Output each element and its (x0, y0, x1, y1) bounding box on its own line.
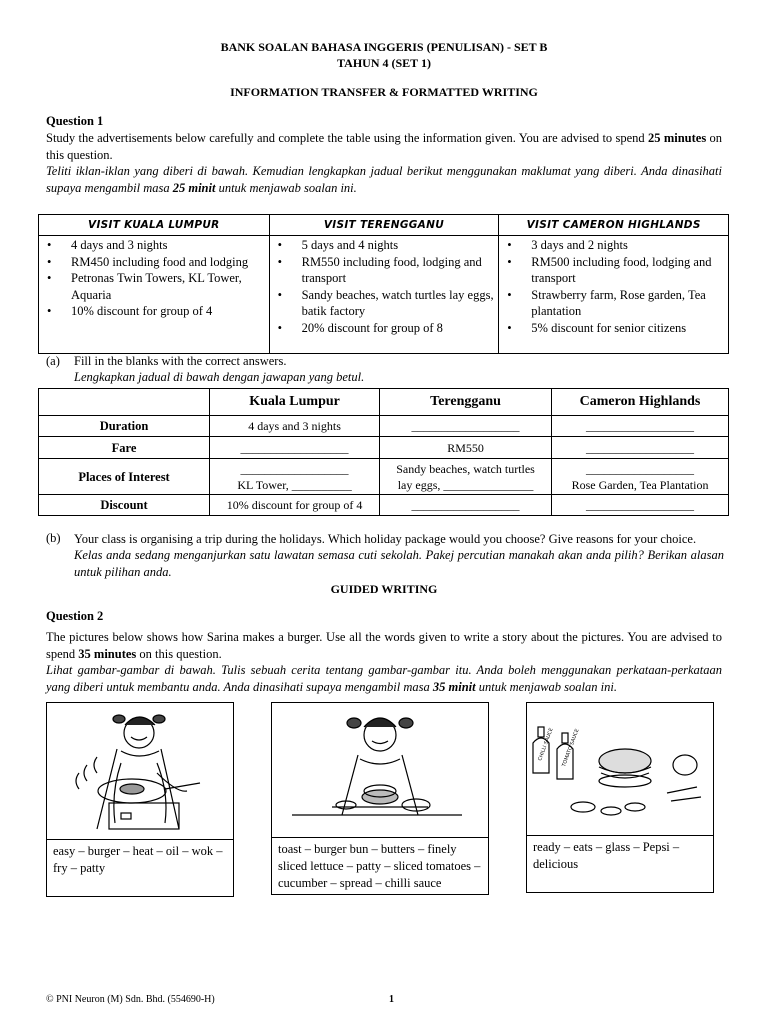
ad-cameron (499, 236, 729, 354)
part-a-label: (a) (46, 354, 60, 368)
girl-assembling-illustration (272, 703, 488, 837)
row-label-fare: Fare (39, 437, 210, 459)
part-a-instruction-ms: Lengkapkan jadual di bawah dengan jawapan yang betul. (74, 370, 365, 384)
page-number: 1 (389, 994, 394, 1005)
ad-header-kl: VISIT KUALA LUMPUR (39, 215, 270, 236)
row-label-places: Places of Interest (39, 459, 210, 495)
part-b-label: (b) (46, 531, 61, 545)
ad-kl-item: • 4 days and 3 nights (47, 237, 269, 254)
places-cameron-blank: __________________ (586, 461, 695, 476)
ad-terengganu-item: • 20% discount for group of 8 (278, 320, 499, 337)
part-b-instruction-en: Your class is organising a trip during the holidays. Which holiday package would you choose? Give reasons for your choice. (74, 532, 697, 546)
discount-kl: 10% discount for group of 4 (210, 495, 380, 516)
question2-instructions-en: The pictures below shows how Sarina makes a burger. Use all the words given to write a story about the pictures. You are advised to spend 35 minutes on this question. (46, 630, 722, 661)
discount-cameron-blank: __________________ (552, 495, 729, 516)
question1-instructions-ms: Teliti iklan-iklan yang diberi di bawah. Kemudian lengkapkan jadual berikut menggunakan maklumat yang diberi. Anda dinasihati supaya mengambil masa 25 minit untuk menjawab soalan ini. (46, 164, 722, 195)
answer-table-corner (39, 389, 210, 416)
ad-header-terengganu: VISIT TERENGGANU (269, 215, 499, 236)
girl-frying-illustration (47, 703, 233, 839)
doc-title: BANK SOALAN BAHASA INGGERIS (PENULISAN) - SET B (220, 40, 548, 54)
word-box-1: easy – burger – heat – oil – wok – fry – patty (46, 839, 234, 897)
word-box-3: ready – eats – glass – Pepsi – delicious (526, 835, 714, 893)
places-terengganu (380, 459, 552, 495)
picture-frying-patty (46, 702, 234, 875)
places-kl-line2: KL Tower, __________ (237, 477, 352, 492)
fare-terengganu: RM550 (380, 437, 552, 459)
part-a-instruction-en: Fill in the blanks with the correct answers. (74, 354, 287, 368)
ad-header-cameron: VISIT CAMERON HIGHLANDS (499, 215, 729, 236)
footer-copyright: © PNI Neuron (M) Sdn. Bhd. (554690-H) (46, 994, 215, 1005)
places-terengganu-line1: Sandy beaches, watch turtles (396, 461, 535, 476)
row-label-discount: Discount (39, 495, 210, 516)
answer-table (38, 388, 729, 516)
question1-instructions-en: Study the advertisements below carefully and complete the table using the information given. You are advised to spend 25 minutes on this question. (46, 131, 723, 162)
places-cameron-line2: Rose Garden, Tea Plantation (571, 477, 709, 492)
ad-cameron-item: • RM500 including food, lodging and transport (507, 254, 728, 287)
places-terengganu-line2: lay eggs, _______________ (397, 477, 534, 492)
row-label-duration: Duration (39, 416, 210, 437)
burger-and-sauces-illustration (527, 703, 713, 835)
column-header-kl: Kuala Lumpur (210, 389, 380, 416)
duration-cameron-blank: __________________ (552, 416, 729, 437)
ad-kl-item: • Petronas Twin Towers, KL Tower, Aquaria (47, 270, 269, 303)
places-kl (210, 459, 380, 495)
fare-cameron-blank: __________________ (552, 437, 729, 459)
doc-subtitle: TAHUN 4 (SET 1) (337, 56, 431, 70)
ad-terengganu (269, 236, 499, 354)
picture-assembling-burger (271, 702, 489, 890)
section-title-info-transfer: INFORMATION TRANSFER & FORMATTED WRITING (230, 85, 538, 99)
ad-kl-item: • RM450 including food and lodging (47, 254, 269, 271)
word-box-2: toast – burger bun – butters – finely sliced lettuce – patty – sliced tomatoes – cucumber – spread – chilli sauce (271, 837, 489, 895)
part-b-instruction-ms: Kelas anda sedang menganjurkan satu lawatan semasa cuti sekolah. Pakej percutian manakah akan anda pilih? Berikan alasan untuk pilihan anda. (74, 548, 724, 579)
chilli-sauce-label: CHILLI SAUCE (537, 727, 555, 762)
places-kl-blank: __________________ (240, 461, 349, 476)
ad-kl-item: • 10% discount for group of 4 (47, 303, 269, 320)
column-header-terengganu: Terengganu (380, 389, 552, 416)
picture-burger-ready (526, 702, 714, 871)
advertisement-table (38, 214, 729, 354)
discount-terengganu-blank: __________________ (380, 495, 552, 516)
places-cameron (552, 459, 729, 495)
ad-terengganu-item: • 5 days and 4 nights (278, 237, 499, 254)
duration-kl: 4 days and 3 nights (210, 416, 380, 437)
question2-label: Question 2 (46, 609, 104, 623)
duration-terengganu-blank: __________________ (380, 416, 552, 437)
question1-label: Question 1 (46, 114, 104, 128)
ad-cameron-item: • Strawberry farm, Rose garden, Tea plantation (507, 287, 728, 320)
ad-terengganu-item: • RM550 including food, lodging and transport (278, 254, 499, 287)
tomato-sauce-label: TOMATO SAUCE (561, 728, 581, 768)
ad-cameron-item: • 5% discount for senior citizens (507, 320, 728, 337)
ad-kl (39, 236, 270, 354)
fare-kl-blank: __________________ (210, 437, 380, 459)
question2-instructions-ms: Lihat gambar-gambar di bawah. Tulis sebuah cerita tentang gambar-gambar itu. Anda boleh menggunakan perkataan-perkataan yang diberi untuk membantu anda. Anda dinasihati supaya mengambil masa 35 minit untuk menjawab soalan ini. (46, 663, 722, 694)
column-header-cameron: Cameron Highlands (552, 389, 729, 416)
ad-cameron-item: • 3 days and 2 nights (507, 237, 728, 254)
ad-terengganu-item: • Sandy beaches, watch turtles lay eggs, batik factory (278, 287, 499, 320)
section-title-guided-writing: GUIDED WRITING (330, 582, 438, 596)
